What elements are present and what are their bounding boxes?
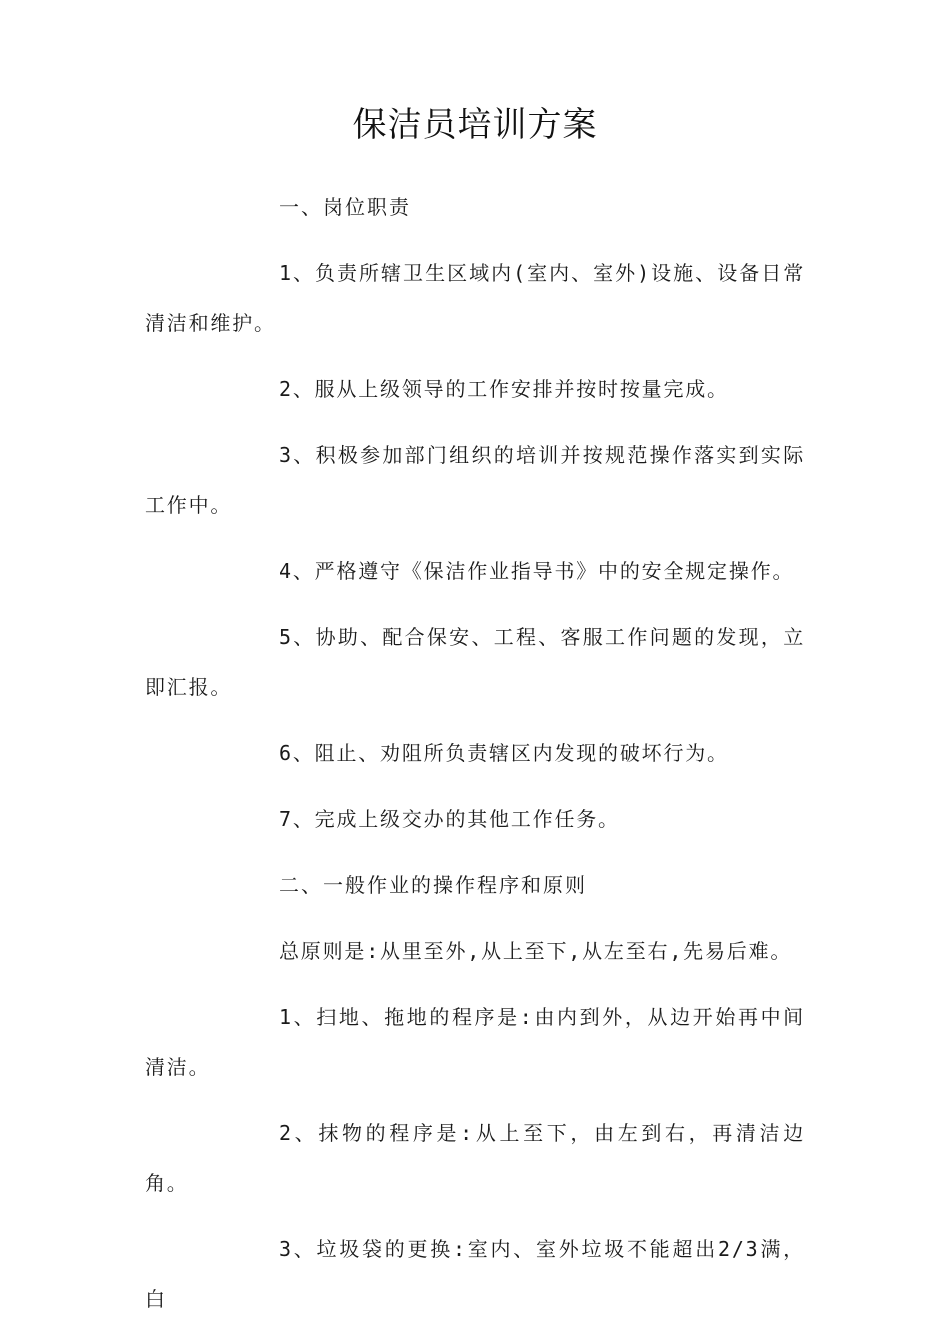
general-principle: 总原则是:从里至外,从上至下,从左至右,先易后难。 [279, 939, 793, 963]
duty-item-5: 5、协助、配合保安、工程、客服工作问题的发现，立即汇报。 [145, 625, 805, 699]
procedure-item-2: 2、抹物的程序是:从上至下，由左到右，再清洁边角。 [145, 1121, 805, 1195]
document-body [145, 182, 805, 1340]
duty-item-7: 7、完成上级交办的其他工作任务。 [279, 807, 620, 831]
duty-item-4: 4、严格遵守《保洁作业指导书》中的安全规定操作。 [279, 559, 795, 583]
procedure-item-1: 1、扫地、拖地的程序是:由内到外，从边开始再中间清洁。 [145, 1005, 805, 1079]
document-title: 保洁员培训方案 [352, 105, 598, 145]
duty-item-2: 2、服从上级领导的工作安排并按时按量完成。 [279, 377, 729, 401]
duty-item-1: 1、负责所辖卫生区域内(室内、室外)设施、设备日常清洁和维护。 [145, 261, 805, 335]
duty-item-3: 3、积极参加部门组织的培训并按规范操作落实到实际工作中。 [145, 443, 805, 517]
section-heading-procedures: 二、一般作业的操作程序和原则 [279, 873, 587, 897]
section-heading-duties: 一、岗位职责 [279, 195, 411, 219]
duty-item-6: 6、阻止、劝阻所负责辖区内发现的破坏行为。 [279, 741, 729, 765]
procedure-item-3: 3、垃圾袋的更换:室内、室外垃圾不能超出2/3满，白 [145, 1237, 805, 1311]
